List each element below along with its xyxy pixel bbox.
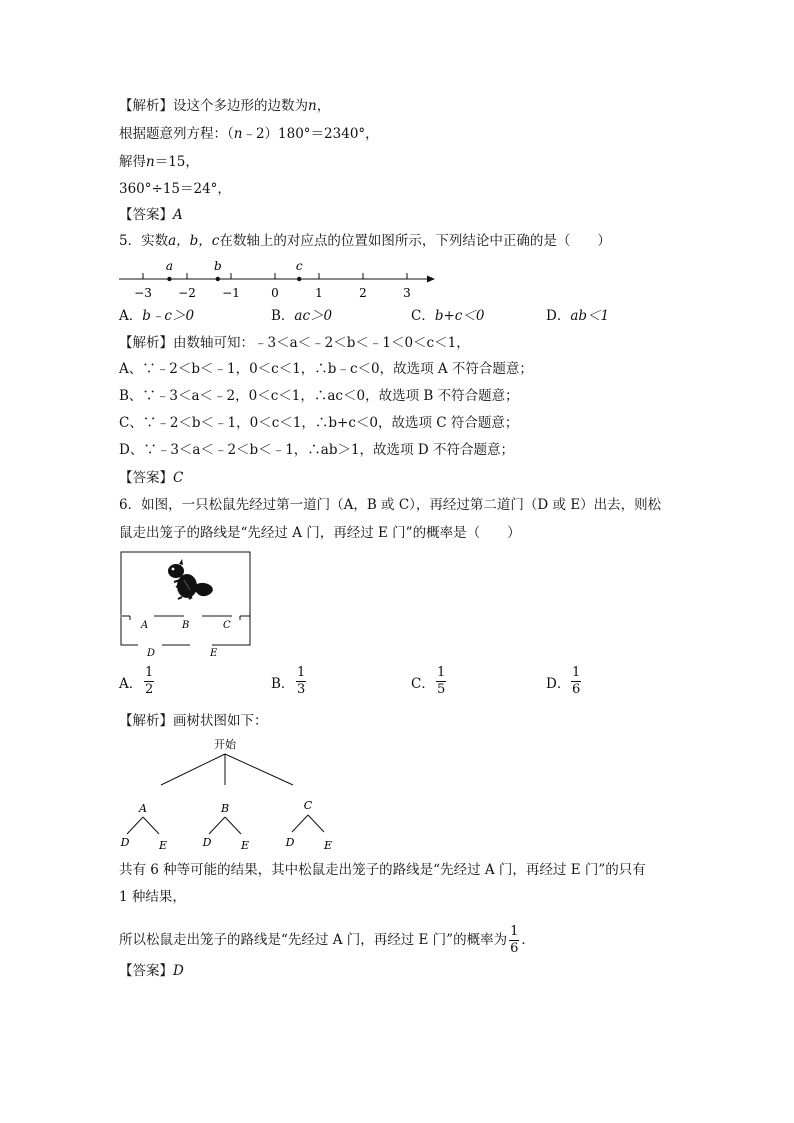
option-text: ab＜1 — [570, 308, 610, 324]
q5-option-a — [119, 307, 194, 325]
tree-leaf-e: E — [240, 839, 250, 852]
point-b — [216, 277, 220, 281]
numerator: 1 — [145, 665, 154, 680]
tick-label: 3 — [403, 286, 411, 300]
denominator: 6 — [510, 941, 519, 956]
point-label-b: b — [213, 259, 222, 273]
q6-option-a-fraction — [144, 666, 154, 697]
q6-option-c-letter: C． — [411, 676, 435, 692]
solve-post: ＝15， — [154, 154, 199, 170]
point-label-a: a — [165, 259, 173, 273]
var-n: n — [146, 154, 155, 170]
q6-option-a-letter: A． — [119, 676, 143, 692]
q5-option-c — [411, 307, 484, 325]
q5-stem — [119, 232, 611, 250]
answer-tag: 【答案】 — [119, 470, 173, 486]
analysis-tag: 【解析】 — [119, 335, 173, 351]
q5-analysis-a: A、∵﹣2＜b＜﹣1，0＜c＜1，∴b﹣c＜0，故选项 A 不符合题意； — [119, 361, 533, 377]
option-letter: B． — [271, 308, 295, 324]
tree-leaf-d: D — [120, 836, 130, 849]
tick-label: −1 — [222, 286, 240, 300]
answer-tag: 【答案】 — [119, 963, 173, 979]
analysis-tag: 【解析】 — [119, 98, 173, 114]
q4-answer-line — [119, 206, 183, 224]
q6-conclusion-line3 — [119, 925, 535, 956]
denominator: 6 — [572, 682, 581, 697]
tree-root-label: 开始 — [214, 738, 236, 751]
tree-branch — [225, 754, 293, 785]
analysis-tag: 【解析】 — [119, 713, 173, 729]
q6-answer-line — [119, 962, 184, 980]
q6-conclusion-line2: 1 种结果， — [119, 889, 186, 905]
q5-analysis-b: B、∵﹣3＜a＜﹣2，0＜c＜1，∴ac＜0，故选项 B 不符合题意； — [119, 388, 519, 404]
cage-outline — [121, 552, 250, 645]
q4-solve-line — [119, 153, 199, 171]
tree-leaf-e: E — [158, 839, 168, 852]
q4-analysis-line: 【解析】设这个多边形的边数为n， — [119, 98, 331, 114]
denominator: 2 — [145, 682, 154, 697]
q5-answer-line — [119, 469, 183, 487]
option-text: b+c＜0 — [434, 308, 485, 324]
option-text: b﹣c＞0 — [142, 308, 195, 324]
equation-post: ﹣2）180°＝2340°， — [242, 126, 379, 142]
stem-vars: a，b，c — [168, 233, 220, 249]
answer-tag: 【答案】 — [119, 207, 173, 223]
solve-pre: 解得 — [119, 154, 146, 170]
q6-stem-line2: 鼠走出笼子的路线是“先经过 A 门，再经过 E 门”的概率是（ ） — [119, 525, 521, 541]
point-label-c: c — [295, 259, 303, 273]
tree-branch — [161, 754, 225, 785]
q6-option-d-letter: D． — [546, 676, 571, 692]
squirrel-cage-figure — [118, 550, 254, 662]
tick-label: 2 — [359, 286, 367, 300]
answer-value: A — [173, 207, 183, 223]
var-n: n — [233, 126, 243, 142]
cage-label-b: B — [182, 620, 190, 631]
conclusion-end: ． — [521, 932, 535, 948]
var-n: n — [308, 98, 317, 114]
numerator: 1 — [510, 924, 519, 939]
tree-leaf-e: E — [323, 839, 333, 852]
tree-node-b: B — [220, 802, 230, 815]
option-letter: C． — [411, 308, 435, 324]
tree-node-c: C — [303, 799, 313, 812]
analysis-text: 画树状图如下： — [173, 713, 268, 729]
point-c — [297, 277, 301, 281]
tree-diagram — [115, 735, 345, 860]
point-a — [167, 277, 171, 281]
cage-label-e: E — [210, 648, 218, 659]
tree-node-a: A — [139, 802, 147, 815]
number-line — [115, 255, 445, 305]
q5-option-b — [271, 307, 332, 325]
tree-leaf-d: D — [202, 836, 212, 849]
squirrel-icon — [168, 559, 213, 599]
numerator: 1 — [437, 665, 446, 680]
option-letter: A． — [119, 308, 143, 324]
q6-option-b-letter: B． — [271, 676, 295, 692]
cage-label-c: C — [223, 620, 231, 631]
numerator: 1 — [572, 665, 581, 680]
q4-equation-line — [119, 125, 379, 143]
equation-pre: 根据题意列方程：（ — [119, 126, 234, 142]
cage-label-a: A — [141, 620, 149, 631]
q6-option-b-fraction — [296, 666, 306, 697]
answer-value: D — [173, 963, 184, 979]
q4-result-line: 360°÷15＝24°， — [119, 181, 231, 197]
q5-option-d — [546, 307, 609, 325]
cage-label-d: D — [147, 648, 156, 659]
q5-analysis-c: C、∵﹣2＜b＜﹣1，0＜c＜1，∴b+c＜0，故选项 C 符合题意； — [119, 415, 519, 431]
conclusion-text: 所以松鼠走出笼子的路线是“先经过 A 门，再经过 E 门”的概率为 — [119, 932, 508, 948]
option-text: ac＞0 — [294, 308, 333, 324]
numerator: 1 — [297, 665, 306, 680]
q6-option-d-fraction — [571, 666, 581, 697]
analysis-text: 由数轴可知：﹣3＜a＜﹣2＜b＜﹣1＜0＜c＜1， — [173, 335, 470, 351]
tick-label: 1 — [315, 286, 323, 300]
conclusion-fraction — [509, 925, 519, 956]
q6-analysis-line — [119, 712, 268, 730]
q5-analysis-d: D、∵﹣3＜a＜﹣2＜b＜﹣1，∴ab＞1，故选项 D 不符合题意； — [119, 442, 514, 458]
tick-label: 0 — [271, 286, 279, 300]
tick-label: −3 — [134, 286, 152, 300]
q6-conclusion-line1: 共有 6 种等可能的结果，其中松鼠走出笼子的路线是“先经过 A 门，再经过 E 门”的只有 — [119, 862, 646, 878]
denominator: 3 — [297, 682, 306, 697]
tree-leaf-d: D — [285, 836, 295, 849]
q6-stem-line1: 6．如图，一只松鼠先经过第一道门（A，B 或 C），再经过第二道门（D 或 E）出去，则松 — [119, 497, 662, 513]
stem-post: 在数轴上的对应点的位置如图所示，下列结论中正确的是（ ） — [219, 233, 611, 249]
arrow-head-icon — [427, 276, 435, 283]
q6-option-c-fraction — [436, 666, 446, 697]
denominator: 5 — [437, 682, 446, 697]
analysis-text: 设这个多边形的边数为 — [173, 98, 308, 114]
option-letter: D． — [546, 308, 571, 324]
q5-analysis-line — [119, 334, 470, 352]
tick-label: −2 — [178, 286, 196, 300]
stem-pre: 5．实数 — [119, 233, 169, 249]
answer-value: C — [173, 470, 184, 486]
